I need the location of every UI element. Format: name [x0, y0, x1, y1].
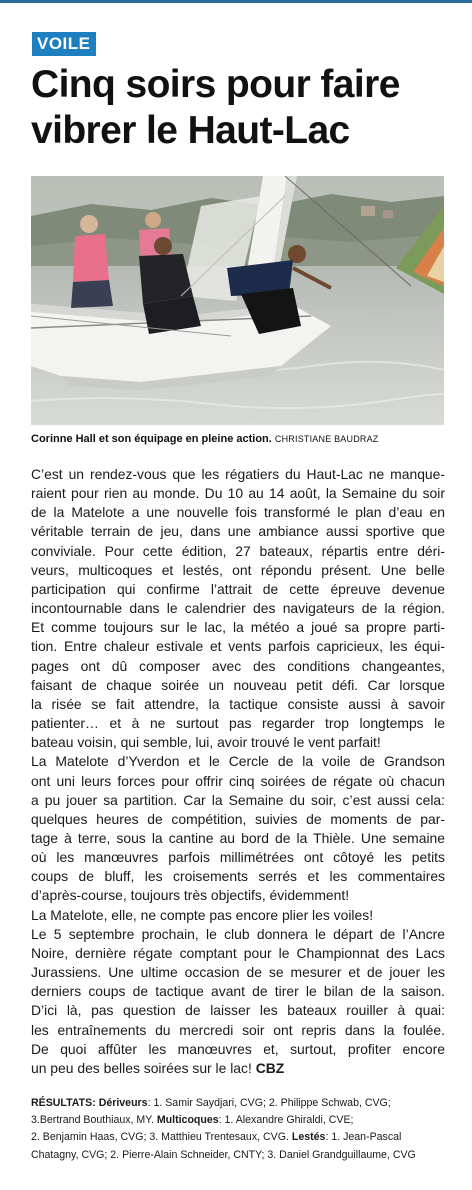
body-line: d’après-course, toujours très objectifs, évidemment!: [31, 887, 350, 904]
results-line: [31, 1129, 447, 1146]
body-line: la risée se fait attendre, la tactique consiste aussi à savoir: [31, 695, 445, 712]
results-block: [31, 1095, 447, 1164]
category-lestes: Lestés: [291, 1131, 326, 1144]
body-line-with-signature: [31, 1059, 445, 1078]
headline: [31, 62, 451, 154]
results-label: RÉSULTATS:: [31, 1097, 96, 1109]
article-body: [31, 465, 445, 1078]
body-line: tage à terre, sous la cantine au bord de la Thièle. Une semaine: [31, 829, 445, 846]
lestes-results: : 1. Jean-Pascal: [325, 1131, 402, 1144]
photo-credit: CHRISTIANE BAUDRAZ: [274, 434, 379, 444]
body-line: les entraînements du mercredi soir ont repris dans la foulée.: [31, 1021, 445, 1038]
body-line: a pu jouer sa partition. Car la Semaine du soir, c’est aussi cela:: [31, 791, 445, 808]
body-line: ont uni leurs forces pour offrir cinq soirées de régate où chacun: [31, 772, 445, 789]
body-line: quelques heures de compétition, suivies de moments de par-: [31, 810, 445, 827]
body-line: où les manœuvres parfois millimétrées ont côtoyé les petits: [31, 849, 445, 866]
body-line: coups de bluff, les croisements serrés et les commentaires: [31, 868, 445, 885]
body-line-text: un peu des belles soirées sur le lac!: [31, 1059, 252, 1076]
body-line: faisant de chaque soirée un nouveau petit défi. Car lorsque: [31, 676, 445, 693]
multicoques-results: : 1. Alexandre Ghiraldi, CVE;: [218, 1114, 354, 1127]
derivers-results: : 1. Samir Saydjari, CVG; 2. Philippe Schwab, CVG;: [147, 1097, 391, 1109]
category-derivers: Dériveurs: [98, 1097, 148, 1109]
results-line: [31, 1095, 447, 1112]
top-rule: [0, 0, 472, 3]
body-line: D’ici là, pas question de laisser les bateaux rouiller à quai:: [31, 1002, 445, 1019]
body-line: bateau voisin, qui semble, lui, avoir trouvé le vent parfait!: [31, 734, 381, 751]
body-line: de la Matelote a une nouvelle fois transformé le plan d’eau en: [31, 504, 445, 521]
headline-line: vibrer le Haut-Lac: [31, 109, 350, 152]
section-rubric: VOILE: [32, 32, 96, 56]
results-line: [31, 1112, 447, 1129]
body-line: Le 5 septembre prochain, le club donnera le départ de l’Ancre: [31, 925, 445, 942]
body-line: tion. Entre chaleur estivale et vents parfois capricieux, les équi-: [31, 638, 445, 655]
body-line: La Matelote d’Yverdon et le Cercle de la voile de Grandson: [31, 753, 445, 770]
body-line: La Matelote, elle, ne compte pas encore plier les voiles!: [31, 906, 374, 923]
headline-line: Cinq soirs pour faire: [31, 63, 400, 106]
derivers-results-cont: 3.Bertrand Bouthiaux, MY.: [31, 1114, 154, 1127]
body-line: veurs, multicoques et lestés, ont répondu présent. Une belle: [31, 561, 445, 578]
author-signature: CBZ: [255, 1059, 285, 1076]
body-line: raient pour rien au monde. Du 10 au 14 août, la Semaine du soir: [31, 485, 445, 502]
body-line: conviviale. Pour cette édition, 27 bateaux, répartis entre déri-: [31, 542, 445, 559]
body-line: véritable terrain de jeu, dans une ambiance aussi sportive que: [31, 523, 445, 540]
body-line: derniers coups de tactique avant de tirer le bilan de la saison.: [31, 983, 445, 1000]
body-line: C’est un rendez-vous que les régatiers du Haut-Lac ne manque-: [31, 466, 445, 482]
body-line: participation qui confirme l’attrait de cette épreuve devenue: [31, 580, 445, 597]
photo-caption: [31, 432, 451, 447]
sailboat-photo: [31, 176, 444, 425]
multicoques-results-cont: 2. Benjamin Haas, CVG; 3. Matthieu Trentesaux, CVG.: [31, 1131, 289, 1144]
body-line: Jurassiens. Une ultime occasion de se mesurer et de jouer les: [31, 964, 445, 981]
results-line: [31, 1147, 447, 1164]
body-line: incontournable dans le calendrier des navigateurs de la région.: [31, 600, 445, 617]
body-line: Noire, dernière régate comptant pour le Championnat des Lacs: [31, 944, 445, 961]
body-line: Et comme toujours sur le lac, la météo a joué sa propre parti-: [31, 619, 445, 636]
caption-text: Corinne Hall et son équipage en pleine action.: [31, 433, 272, 445]
body-line: De quoi affûter les manœuvres et, surtout, profiter encore: [31, 1040, 445, 1057]
body-line: pages ont dû composer avec des conditions changeantes,: [31, 657, 445, 674]
body-line: patienter… et à ne surtout pas regarder trop longtemps le: [31, 715, 445, 732]
lestes-results-cont: Chatagny, CVG; 2. Pierre-Alain Schneider, CNTY; 3. Daniel Grandguillaume, CVG: [31, 1148, 416, 1161]
category-multicoques: Multicoques: [156, 1114, 219, 1127]
